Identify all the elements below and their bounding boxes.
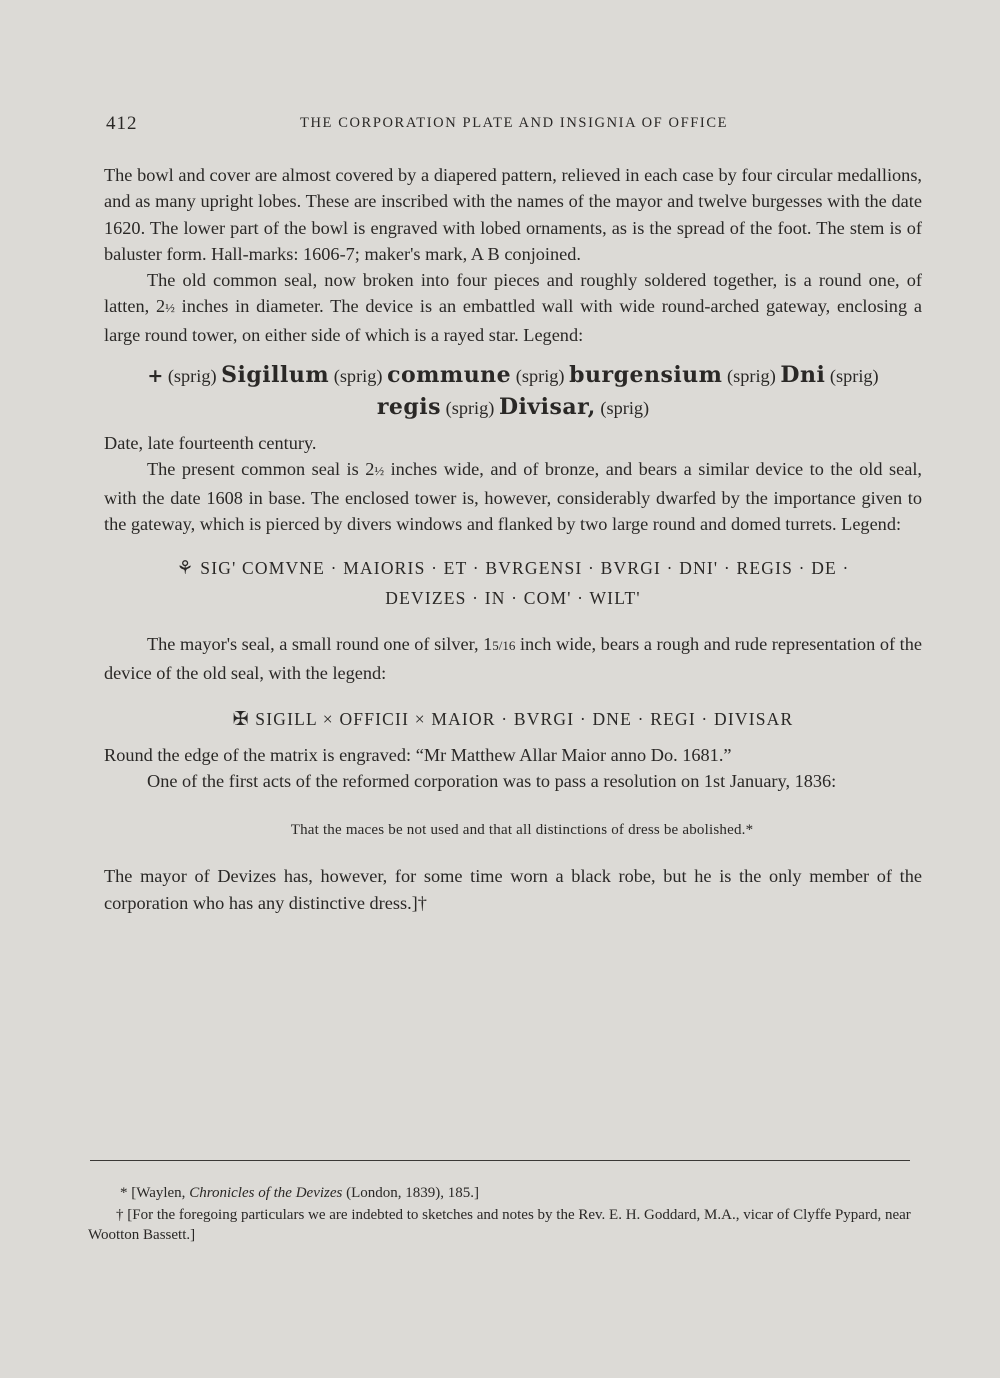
footnote-rule xyxy=(90,1160,910,1161)
paragraph-black-robe: The mayor of Devizes has, however, for some time worn a black robe, but he is the only member of the corporation who has any distinctive dress.]† xyxy=(104,866,922,913)
page-number: 412 xyxy=(106,113,138,134)
legend-word: Sigillum xyxy=(221,362,330,389)
paragraph-old-seal: The old common seal, now broken into four pieces and roughly soldered together, is a round one, of latten, 2½ inches in diameter. The device is an embattled wall with wide round-arched gateway, enclosing a large round tower, on either side of which is a rayed star. Legend: xyxy=(104,270,922,345)
legend-line-1: SIG' COMVNE · MAIORIS · ET · BVRGENSI · BVRGI · DNI' · REGIS · DE · xyxy=(200,558,850,579)
cross-icon: + xyxy=(147,365,164,388)
fraction: 5/16 xyxy=(492,638,516,654)
footnotes xyxy=(88,1183,918,1247)
legend-word: burgensium xyxy=(569,362,723,389)
footnote-2: † [For the foregoing particulars we are indebted to sketches and notes by the Rev. E. H. Goddard, M.A., vicar of Clyffe Pypard, near Wootton Bassett.] xyxy=(88,1207,911,1243)
sprig-note: (sprig) xyxy=(829,366,879,387)
paragraph-date: Date, late fourteenth century. xyxy=(104,433,317,454)
footnote-1: * [Waylen, Chronicles of the Devizes (London, 1839), 185.] xyxy=(120,1185,480,1201)
sprig-note: (sprig) xyxy=(445,398,495,419)
cross-pattee-icon: ✠ xyxy=(232,707,250,730)
paragraph-matrix-edge: Round the edge of the matrix is engraved: “Mr Matthew Allar Maior anno Do. 1681.” xyxy=(104,744,732,765)
mayor-seal-legend xyxy=(104,706,922,732)
present-seal-legend xyxy=(104,553,922,613)
blackletter-legend xyxy=(104,360,922,424)
sprig-note: (sprig) xyxy=(167,366,217,387)
fraction: ½ xyxy=(374,463,385,479)
sprig-note: (sprig) xyxy=(333,366,383,387)
legend-line-2: DEVIZES · IN · COM' · WILT' xyxy=(385,588,641,609)
paragraph-bowl-description: The bowl and cover are almost covered by a diapered pattern, relieved in each case by four circular medallions, and as many upright lobes. These are inscribed with the names of the mayor and twelve burgesses with the date 1620. The lower part of the bowl is engraved with lobed ornaments, as is the spread of the foot. The stem is of baluster form. Hall-marks: 1606-7; maker's mark, A B conjoined. xyxy=(104,165,922,264)
legend-word: commune xyxy=(387,362,512,389)
sprig-note: (sprig) xyxy=(727,366,776,387)
legend-word: Divisar, xyxy=(498,394,596,421)
paragraph-reformed-corporation: One of the first acts of the reformed corporation was to pass a resolution on 1st January, 1836: xyxy=(147,771,837,792)
paragraph-present-seal: The present common seal is 2½ inches wide, and of bronze, and bears a similar device to the old seal, with the date 1608 in base. The enclosed tower is, however, considerably dwarfed by the importance given to the gateway, which is pierced by divers windows and flanked by two large round and domed turrets. Legend: xyxy=(104,459,922,534)
paragraph-mayor-seal: The mayor's seal, a small round one of silver, 15/16 inch wide, bears a rough and rude representation of the device of the old seal, with the legend: xyxy=(104,634,923,683)
resolution-quote: That the maces be not used and that all distinctions of dress be abolished.* xyxy=(290,822,754,839)
legend-word: Dni xyxy=(780,362,826,389)
legend-text: SIGILL × OFFICII × MAIOR · BVRGI · DNE · REGI · DIVISAR xyxy=(255,708,794,729)
running-title: THE CORPORATION PLATE AND INSIGNIA OF OFFICE xyxy=(300,115,729,131)
page-header xyxy=(0,113,1000,137)
sprig-mark-icon: ⚘ xyxy=(176,557,195,580)
fraction: ½ xyxy=(165,300,175,316)
legend-word: regis xyxy=(376,394,442,421)
sprig-note: (sprig) xyxy=(600,398,650,419)
main-text xyxy=(104,162,922,916)
sprig-note: (sprig) xyxy=(515,366,565,387)
